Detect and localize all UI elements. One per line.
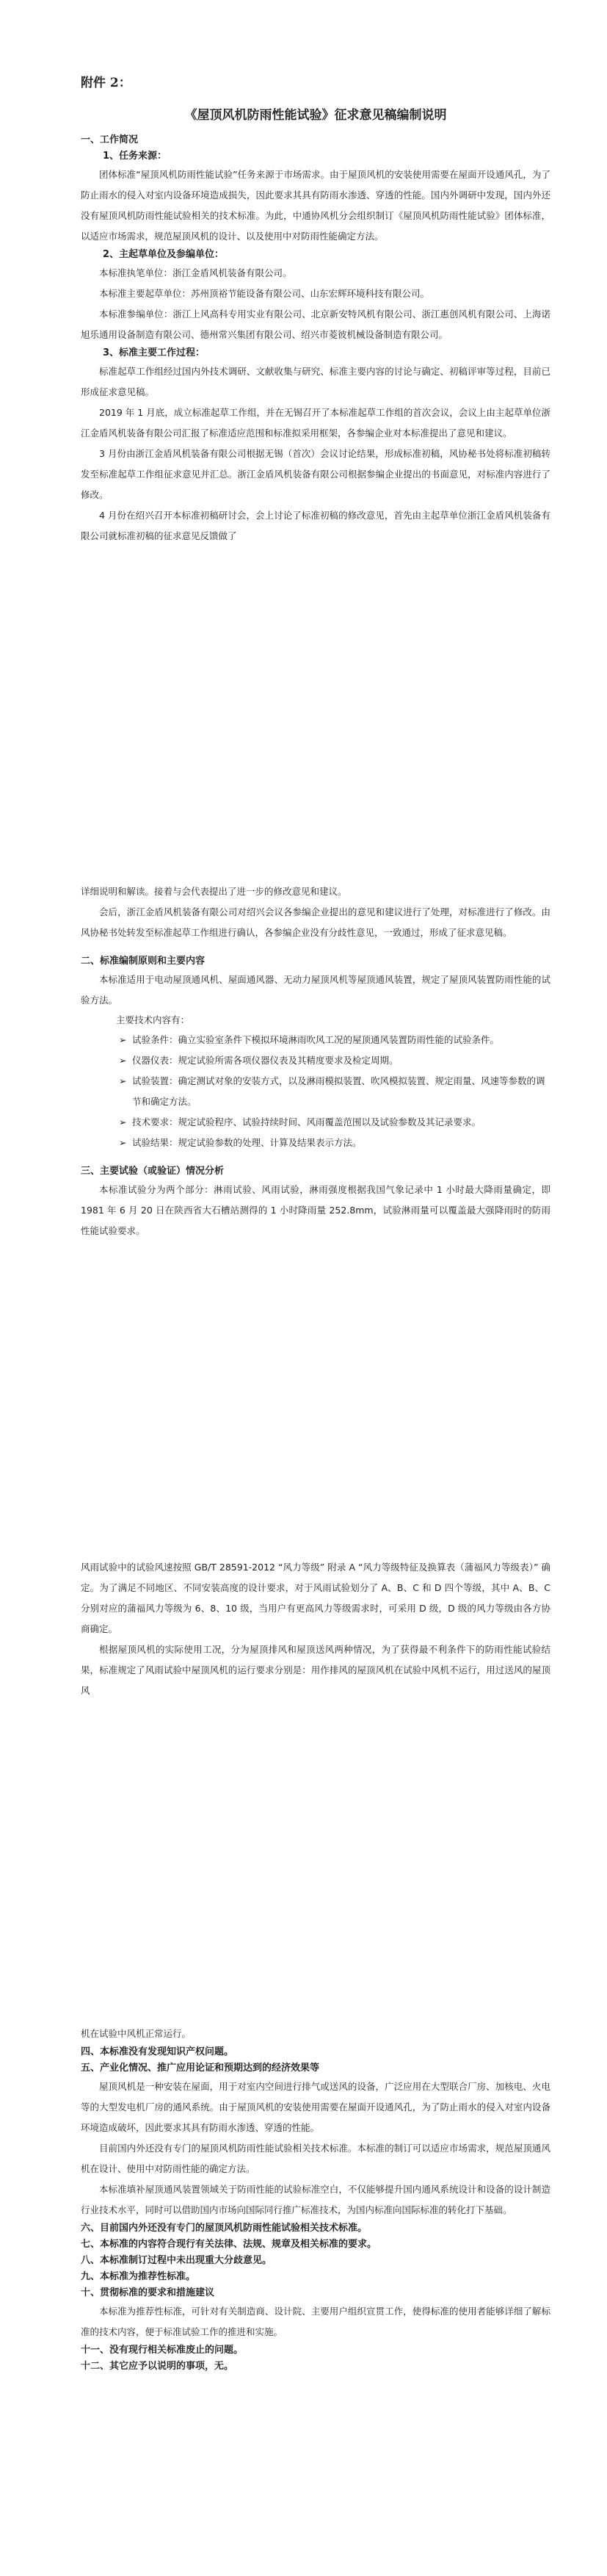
bullet-icon: ➢ — [119, 1137, 127, 1148]
section-1 — [81, 132, 550, 546]
bullet-icon: ➢ — [119, 1075, 127, 1086]
paragraph: 详细说明和解读。接着与会代表提出了进一步的修改意见和建议。 — [81, 886, 347, 897]
list-item: ➢ 试验装置：确定测试对象的安装方式，以及淋雨模拟装置、吹风模拟装置、规定雨量、风速等参数的调节和确定方法。 — [81, 1071, 550, 1112]
doc-title-block — [81, 104, 550, 123]
annex-label-block — [81, 72, 550, 90]
paragraph: 本标准执笔单位：浙江金盾风机装备有限公司。 — [99, 267, 292, 278]
section-1-continued — [81, 881, 550, 1241]
paragraph: 本标准主要起草单位：苏州顶裕节能设备有限公司、山东宏辉环境科技有限公司。 — [99, 288, 430, 299]
section-heading: 八、本标准制订过程中未出现重大分歧意见。 — [81, 2255, 272, 2266]
list-intro: 主要技术内容有： — [116, 1014, 190, 1025]
paragraph: 会后，浙江金盾风机装备有限公司对绍兴会议各参编企业提出的意见和建议进行了处理，对标准进行了修改。由风协秘书处转发至标准起草工作组进行确认，各参编企业没有分歧性意见，一致通过，形成了征求意见稿。 — [81, 906, 550, 938]
paragraph: 本标准参编单位：浙江上风高科专用实业有限公司、北京新安特风机有限公司、浙江惠创风机有限公司、上海诺旭乐通用设备制造有限公司、德州常兴集团有限公司、绍兴市菱彼机械设备制造有限公司。 — [81, 309, 550, 340]
paragraph: 3 月份由浙江金盾风机装备有限公司根据无锡（首次）会议讨论结果，形成标准初稿，风协秘书处将标准初稿转发至标准起草工作组征求意见并汇总。浙江金盾风机装备有限公司根据参编企业提出的书面意见，对标准内容进行了修改。 — [81, 448, 550, 500]
paragraph: 本标准填补屋顶通风装置领域关于防雨性能的试验标准空白，不仅能够提升国内通风系统设计和设备的设计制造行业技术水平，同时可以借助国内市场向国际同行推广标准技术，为国内标准向国际标准的转化打下基础。 — [81, 2184, 550, 2215]
section-heading: 十一、没有现行相关标准废止的问题。 — [81, 2345, 244, 2356]
section-heading: 一、工作简况 — [81, 134, 139, 145]
sections-4-12 — [81, 2024, 550, 2375]
list-item: ➢ 试验条件：确立实验室条件下模拟环境淋雨吹风工况的屋顶通风装置防雨性能的试验条件。 — [81, 1030, 550, 1050]
section-3-continued — [81, 1557, 550, 1701]
subsection-heading: 2、主起草单位及参编单位： — [103, 249, 225, 260]
list-item: ➢ 技术要求：规定试验程序、试验持续时间、风雨覆盖范围以及试验参数及其记录要求。 — [81, 1112, 550, 1133]
section-heading: 六、目前国内外还没有专门的屋顶风机防雨性能试验相关技术标准。 — [81, 2223, 368, 2234]
section-heading: 九、本标准为推荐性标准。 — [81, 2271, 196, 2282]
bullet-icon: ➢ — [119, 1055, 127, 1066]
paragraph: 目前国内外还没有专门的屋顶风机防雨性能试验相关技术标准。本标准的制订可以适应市场需求，规范屋顶通风机在设计、使用中对防雨性能的确定方法。 — [81, 2143, 550, 2174]
paragraph: 标准起草工作组经过国内外技术调研、文献收集与研究、标准主要内容的讨论与确定、初稿评审等过程，目前已形成征求意见稿。 — [81, 366, 550, 397]
section-heading: 四、本标准没有发现知识产权问题。 — [81, 2046, 234, 2057]
paragraph: 4 月份在绍兴召开本标准初稿研讨会，会上讨论了标准初稿的修改意见，首先由主起草单位浙江金盾风机装备有限公司就标准初稿的征求意见反馈做了 — [81, 510, 550, 541]
subsection-heading: 3、标准主要工作过程： — [103, 347, 206, 358]
section-heading: 十、贯彻标准的要求和措施建议 — [81, 2287, 215, 2298]
section-heading: 三、主要试验（或验证）情况分析 — [81, 1166, 225, 1177]
paragraph: 团体标准“屋顶风机防雨性能试验”任务来源于市场需求。由于屋顶风机的安装使用需要在屋面开设通风孔，为了防止雨水的侵入对室内设备环境造成损失，因此要求其具有防雨水渗透、穿透的性能。国内外调研中发现，国内外还没有屋顶风机防雨性能试验相关的技术标准。为此，中通协风机分会组织制订《屋顶风机防雨性能试验》团体标准，以适应市场需求，规范屋顶风机的设计、以及使用中对防雨性能确定方法。 — [81, 169, 550, 242]
section-heading: 七、本标准的内容符合现行有关法律、法规、规章及相关标准的要求。 — [81, 2239, 377, 2250]
paragraph: 2019 年 1 月底，成立标准起草工作组，并在无锡召开了本标准起草工作组的首次会议，会议上由主起草单位浙江金盾风机装备有限公司汇报了标准适应范围和标准拟采用框架，各参编企业对本标准提出了意见和建议。 — [81, 407, 550, 439]
paragraph: 机在试验中风机正常运行。 — [81, 2028, 192, 2039]
doc-title: 《屋顶风机防雨性能试验》征求意见稿编制说明 — [184, 108, 447, 123]
paragraph: 本标准适用于电动屋顶通风机、屋面通风器、无动力屋顶风机等屋顶通风装置，规定了屋顶风装置防雨性能的试验方法。 — [81, 974, 550, 1006]
section-heading: 五、产业化情况、推广应用论证和预期达到的经济效果等 — [81, 2063, 320, 2074]
paragraph: 本标准为推荐性标准，可针对有关制造商、设计院、主要用户组织宣贯工作，使得标准的使用者能够详细了解标准的技术内容，便于标准试验工作的推进和实施。 — [81, 2306, 550, 2337]
list-item: ➢ 试验结果：规定试验参数的处理、计算及结果表示方法。 — [81, 1133, 550, 1153]
paragraph: 屋顶风机是一种安装在屋面，用于对室内空间进行排气或送风的设备，广泛应用在大型联合厂房、加核电、火电等的大型发电机厂房的通风系统。由于屋顶风机的安装使用需要在屋面开设通风孔，为了防止雨水的侵入对室内设备环境造成破坏，因此要求其具有防雨水渗透、穿透的性能。 — [81, 2081, 550, 2133]
section-heading: 二、标准编制原则和主要内容 — [81, 956, 206, 967]
bullet-icon: ➢ — [119, 1034, 127, 1045]
bullet-icon: ➢ — [119, 1116, 127, 1128]
section-heading: 十二、其它应予以说明的事项，无。 — [81, 2361, 234, 2372]
paragraph: 风雨试验中的试验风速按照 GB/T 28591-2012 “风力等级” 附录 A “风力等级特征及换算表（蒲福风力等级表）” 确定。为了满足不同地区、不同安装高度的设计要求，对于风雨试验划分了 A、B、C 和 D 四个等级，其中 A、B、C 分别对应的蒲福风力等级为 6、8、10 级，当用户有更高风力等级需求时，可采用 D 级，D 级的风力等级由各方协商确定。 — [81, 1562, 550, 1634]
paragraph: 根据屋顶风机的实际使用工况，分为屋顶排风和屋顶送风两种情况，为了获得最不利条件下的防雨性能试验结果，标准规定了风雨试验中屋顶风机的运行要求分别是：用作排风的屋顶风机在试验中风机不运行，用过送风的屋顶风 — [81, 1644, 550, 1696]
paragraph: 本标准试验分为两个部分：淋雨试验、风雨试验，淋雨强度根据我国气象记录中 1 小时最大降雨量确定，即 1981 年 6 月 20 日在陕西省大石槽站测得的 1 小时降雨量 252.8mm，试验淋雨量可以覆盖最大强降雨时的防雨性能试验要求。 — [81, 1184, 550, 1236]
list-item: ➢ 仪器仪表：规定试验所需各项仪器仪表及其精度要求及检定周期。 — [81, 1050, 550, 1071]
annex-label: 附件 2： — [81, 76, 131, 90]
subsection-heading: 1、任务来源： — [103, 151, 167, 162]
